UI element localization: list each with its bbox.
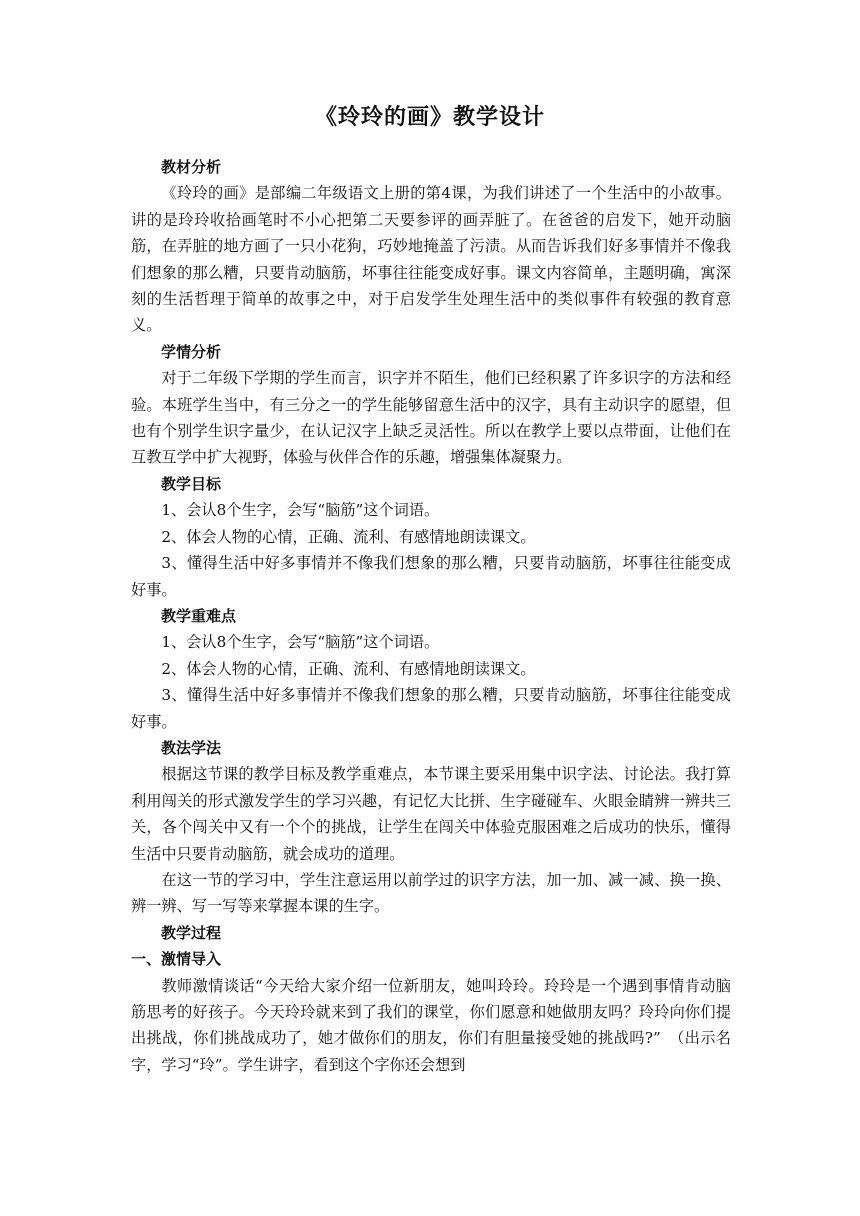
goal-item: 2、体会人物的心情，正确、流利、有感情地朗读课文。 (161, 527, 536, 546)
section-heading-textbook: 教材分析 (161, 158, 222, 176)
paragraph-students: 对于二年级下学期的学生而言，识字并不陌生，他们已经积累了许多识字的方法和经验。本班学生当中，有三分之一的学生能够留意生活中的汉字，具有主动识字的愿望，但也有个别学生识字量少，在认记汉字上缺乏灵活性。所以在教学上要以点带面，让他们在互教互学中扩大视野，体验与伙伴合作的乐趣，增强集体凝聚力。 (131, 369, 731, 467)
section-heading-goals: 教学目标 (161, 474, 222, 493)
section-heading-process: 教学过程 (161, 923, 222, 942)
document-body (131, 154, 731, 1078)
section-heading-methods: 教法学法 (161, 738, 222, 757)
goal-item: 3、懂得生活中好多事情并不像我们想象的那么糟，只要肯动脑筋，坏事往往能变成好事。 (131, 554, 731, 599)
keypoint-item: 3、懂得生活中好多事情并不像我们想象的那么糟，只要肯动脑筋，坏事往往能变成好事。 (131, 686, 731, 731)
section-heading-students: 学情分析 (161, 342, 222, 361)
document-title: 《玲玲的画》教学设计 (314, 104, 545, 130)
keypoint-item: 2、体会人物的心情，正确、流利、有感情地朗读课文。 (161, 659, 536, 678)
paragraph-methods-2: 在这一节的学习中，学生注意运用以前学过的识字方法，加一加、减一减、换一换、辨一辨、写一写等来掌握本课的生字。 (131, 870, 731, 916)
keypoint-item: 1、会认8个生字，会写“脑筋”这个词语。 (161, 633, 440, 652)
subsection-heading-intro: 一、激情导入 (131, 950, 222, 969)
paragraph-methods-1: 根据这节课的教学目标及教学重难点，本节课主要采用集中识字法、讨论法。我打算利用闯关的形式激发学生的学习兴趣，有记忆大比拼、生字碰碰车、火眼金睛辨一辨共三关，各个闯关中又有一个个的挑战，让学生在闯关中体验克服困难之后成功的快乐，懂得生活中只要肯动脑筋，就会成功的道理。 (131, 765, 731, 863)
section-heading-keypoints: 教学重难点 (161, 606, 237, 625)
goal-item: 1、会认8个生字，会写“脑筋”这个词语。 (161, 501, 440, 520)
paragraph-intro: 教师激情谈话“今天给大家介绍一位新朋友，她叫玲玲。玲玲是一个遇到事情肯动脑筋思考的好孩子。今天玲玲就来到了我们的课堂，你们愿意和她做朋友吗？玲玲向你们提出挑战，你们挑战成功了，她才做你们的朋友，你们有胆量接受她的挑战吗?” （出示名字，学习“玲”。学生讲字，看到这个字你还会想到 (131, 976, 731, 1074)
paragraph-textbook: 《玲玲的画》是部编二年级语文上册的第4课，为我们讲述了一个生活中的小故事。讲的是玲玲收拾画笔时不小心把第二天要参评的画弄脏了。在爸爸的启发下，她开动脑筋，在弄脏的地方画了一只小花狗，巧妙地掩盖了污渍。从而告诉我们好多事情并不像我们想象的那么糟，只要肯动脑筋，坏事往往能变成好事。课文内容简单，主题明确，寓深刻的生活哲理于简单的故事之中，对于启发学生处理生活中的类似事件有较强的教育意义。 (131, 184, 731, 335)
